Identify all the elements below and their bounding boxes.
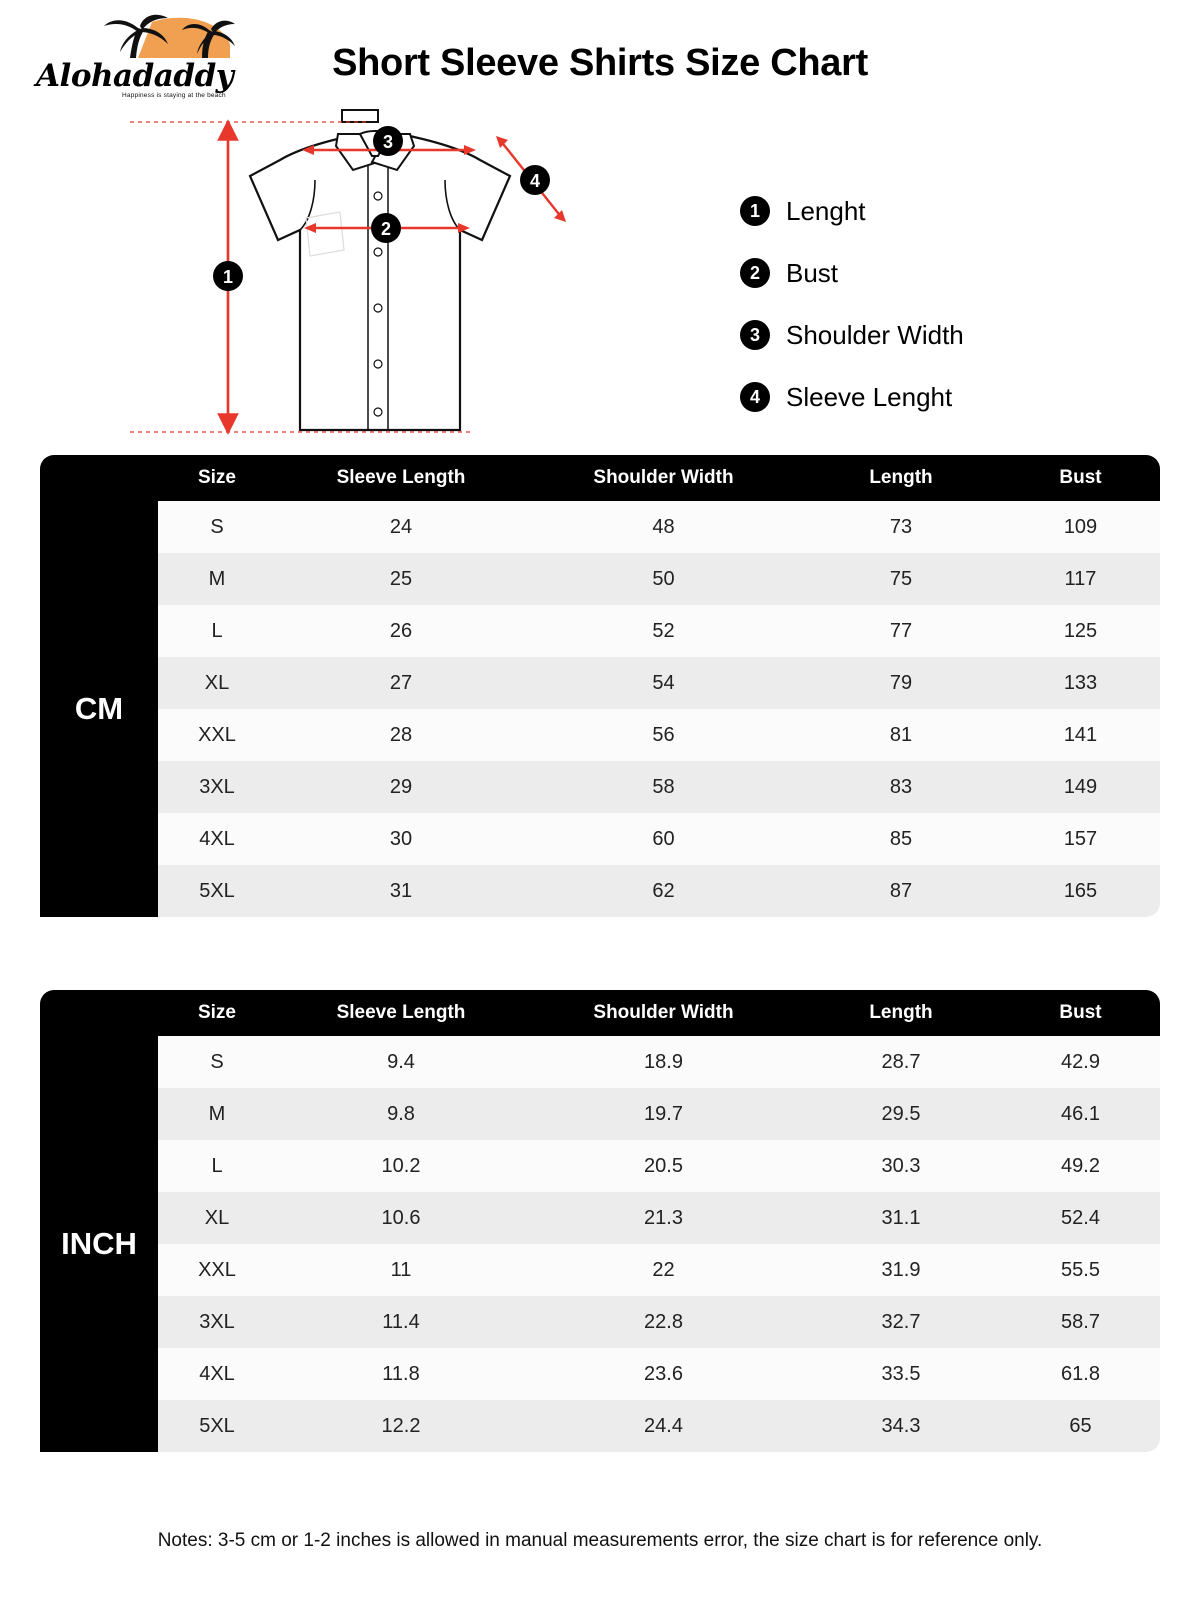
cell-length: 31.1 [801, 1192, 1001, 1244]
svg-text:1: 1 [222, 267, 234, 287]
cell-size: M [158, 553, 276, 605]
table-row [40, 553, 1160, 605]
size-table-cm [40, 455, 1160, 917]
column-header-shoulder-width: Shoulder Width [526, 990, 801, 1036]
cell-shoulder-width: 50 [526, 553, 801, 605]
cell-length: 75 [801, 553, 1001, 605]
cell-sleeve-length: 26 [276, 605, 526, 657]
legend-number-2: 2 [740, 258, 770, 288]
cell-length: 30.3 [801, 1140, 1001, 1192]
legend-label-sleeve-length: Sleeve Lenght [786, 381, 953, 412]
table-row [40, 1088, 1160, 1140]
cell-sleeve-length: 10.2 [276, 1140, 526, 1192]
cell-bust: 157 [1001, 813, 1160, 865]
cell-length: 77 [801, 605, 1001, 657]
cell-size: L [158, 605, 276, 657]
table-row [40, 813, 1160, 865]
size-table-cm-block [40, 455, 1160, 917]
column-header-sleeve-length: Sleeve Length [276, 990, 526, 1036]
notes-text: Notes: 3-5 cm or 1-2 inches is allowed in manual measurements error, the size chart is for reference only. [157, 1530, 1043, 1551]
cell-length: 34.3 [801, 1400, 1001, 1452]
cell-length: 33.5 [801, 1348, 1001, 1400]
table-row [40, 1296, 1160, 1348]
cell-length: 83 [801, 761, 1001, 813]
cell-bust: 52.4 [1001, 1192, 1160, 1244]
table-row [40, 1140, 1160, 1192]
cell-size: S [158, 1036, 276, 1088]
column-header-size: Size [158, 990, 276, 1036]
cell-bust: 133 [1001, 657, 1160, 709]
table-row [40, 1400, 1160, 1452]
cell-size: M [158, 1088, 276, 1140]
cell-sleeve-length: 9.8 [276, 1088, 526, 1140]
cell-shoulder-width: 22 [526, 1244, 801, 1296]
cell-sleeve-length: 31 [276, 865, 526, 917]
cell-size: 5XL [158, 865, 276, 917]
table-row [40, 709, 1160, 761]
shoulder-width-marker [373, 126, 403, 156]
cell-shoulder-width: 22.8 [526, 1296, 801, 1348]
cell-sleeve-length: 11 [276, 1244, 526, 1296]
column-header-length: Length [801, 990, 1001, 1036]
cell-bust: 165 [1001, 865, 1160, 917]
cell-sleeve-length: 27 [276, 657, 526, 709]
unit-header [40, 990, 158, 1036]
column-header-shoulder-width: Shoulder Width [526, 455, 801, 501]
cell-sleeve-length: 28 [276, 709, 526, 761]
cell-length: 79 [801, 657, 1001, 709]
cell-size: 3XL [158, 1296, 276, 1348]
cell-size: S [158, 501, 276, 553]
cell-shoulder-width: 62 [526, 865, 801, 917]
legend-label-shoulder-width: Shoulder Width [786, 319, 964, 350]
cell-shoulder-width: 19.7 [526, 1088, 801, 1140]
cell-bust: 42.9 [1001, 1036, 1160, 1088]
table-row [40, 657, 1160, 709]
table-row [40, 1244, 1160, 1296]
table-row [40, 501, 1160, 553]
legend-number-1: 1 [740, 196, 770, 226]
cell-shoulder-width: 52 [526, 605, 801, 657]
cell-size: XXL [158, 1244, 276, 1296]
cell-size: 3XL [158, 761, 276, 813]
cell-length: 85 [801, 813, 1001, 865]
bust-marker [371, 213, 401, 243]
cell-bust: 117 [1001, 553, 1160, 605]
cell-bust: 141 [1001, 709, 1160, 761]
cell-shoulder-width: 58 [526, 761, 801, 813]
cell-sleeve-length: 25 [276, 553, 526, 605]
cell-shoulder-width: 23.6 [526, 1348, 801, 1400]
table-header-row [40, 455, 1160, 501]
legend-number-4: 4 [740, 382, 770, 412]
column-header-size: Size [158, 455, 276, 501]
svg-text:3: 3 [382, 132, 394, 152]
unit-label-inch: INCH [40, 1036, 158, 1452]
cell-bust: 65 [1001, 1400, 1160, 1452]
cell-bust: 109 [1001, 501, 1160, 553]
table-header-row [40, 990, 1160, 1036]
cell-size: L [158, 1140, 276, 1192]
table-row [40, 1036, 1160, 1088]
cell-bust: 149 [1001, 761, 1160, 813]
cell-length: 73 [801, 501, 1001, 553]
svg-text:2: 2 [380, 219, 392, 239]
cell-size: 5XL [158, 1400, 276, 1452]
cell-sleeve-length: 11.8 [276, 1348, 526, 1400]
cell-sleeve-length: 30 [276, 813, 526, 865]
shirt-diagram [110, 100, 650, 450]
size-table-inch-block [40, 990, 1160, 1452]
unit-label-cm: CM [40, 501, 158, 917]
cell-bust: 58.7 [1001, 1296, 1160, 1348]
table-row [40, 1348, 1160, 1400]
table-row [40, 865, 1160, 917]
legend-item-sleeve-length [740, 366, 1100, 428]
cell-shoulder-width: 56 [526, 709, 801, 761]
cell-shoulder-width: 48 [526, 501, 801, 553]
column-header-length: Length [801, 455, 1001, 501]
cell-shoulder-width: 24.4 [526, 1400, 801, 1452]
table-row [40, 605, 1160, 657]
cell-sleeve-length: 24 [276, 501, 526, 553]
cell-shoulder-width: 18.9 [526, 1036, 801, 1088]
cell-length: 31.9 [801, 1244, 1001, 1296]
cell-length: 87 [801, 865, 1001, 917]
unit-header [40, 455, 158, 501]
table-row [40, 1192, 1160, 1244]
cell-sleeve-length: 11.4 [276, 1296, 526, 1348]
cell-size: 4XL [158, 813, 276, 865]
cell-sleeve-length: 12.2 [276, 1400, 526, 1452]
cell-shoulder-width: 20.5 [526, 1140, 801, 1192]
cell-bust: 49.2 [1001, 1140, 1160, 1192]
cell-size: 4XL [158, 1348, 276, 1400]
cell-length: 81 [801, 709, 1001, 761]
cell-length: 32.7 [801, 1296, 1001, 1348]
cell-bust: 125 [1001, 605, 1160, 657]
cell-sleeve-length: 29 [276, 761, 526, 813]
cell-sleeve-length: 10.6 [276, 1192, 526, 1244]
cell-shoulder-width: 21.3 [526, 1192, 801, 1244]
cell-bust: 46.1 [1001, 1088, 1160, 1140]
length-marker [213, 261, 243, 291]
legend-label-bust: Bust [786, 257, 839, 288]
column-header-bust: Bust [1001, 990, 1160, 1036]
cell-bust: 61.8 [1001, 1348, 1160, 1400]
legend-item-bust [740, 242, 1100, 304]
svg-text:4: 4 [529, 171, 541, 191]
table-row [40, 761, 1160, 813]
brand-name: Alohadaddy [36, 58, 234, 94]
brand-tagline: Happiness is staying at the beach [122, 92, 226, 99]
cell-shoulder-width: 60 [526, 813, 801, 865]
cell-size: XL [158, 657, 276, 709]
size-table-inch [40, 990, 1160, 1452]
cell-sleeve-length: 9.4 [276, 1036, 526, 1088]
legend-item-shoulder-width [740, 304, 1100, 366]
column-header-bust: Bust [1001, 455, 1160, 501]
cell-size: XL [158, 1192, 276, 1244]
cell-shoulder-width: 54 [526, 657, 801, 709]
cell-size: XXL [158, 709, 276, 761]
measurement-legend [740, 180, 1100, 428]
sleeve-length-marker [520, 165, 550, 195]
cell-length: 28.7 [801, 1036, 1001, 1088]
page-title: Short Sleeve Shirts Size Chart [332, 42, 868, 84]
cell-length: 29.5 [801, 1088, 1001, 1140]
cell-bust: 55.5 [1001, 1244, 1160, 1296]
legend-number-3: 3 [740, 320, 770, 350]
legend-label-length: Lenght [786, 195, 866, 226]
column-header-sleeve-length: Sleeve Length [276, 455, 526, 501]
legend-item-length [740, 180, 1100, 242]
